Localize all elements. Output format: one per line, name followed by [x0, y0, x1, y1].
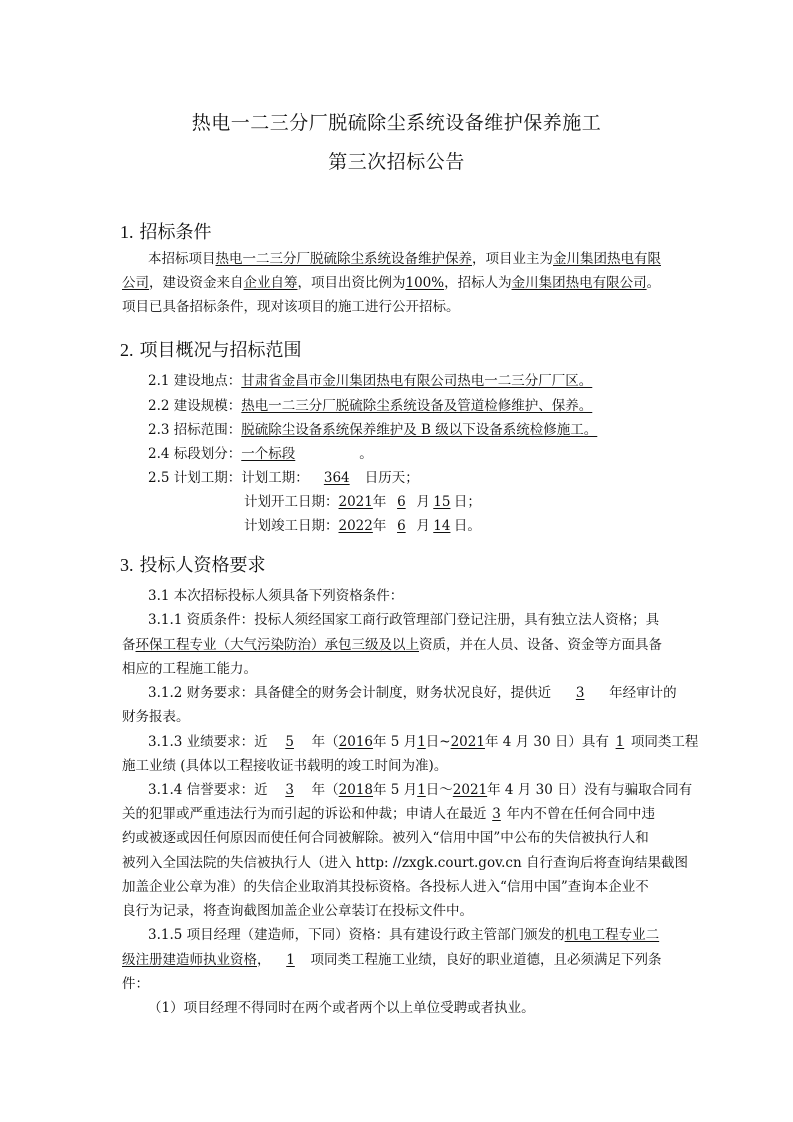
document-title: 热电一二三分厂脱硫除尘系统设备维护保养施工: [191, 112, 602, 134]
manager-requirement-line-1: 3.1.5 项目经理（建造师，下同）资格：具有建设行政主管部门颁发的机电工程专业二: [148, 927, 660, 943]
planned-start-date: 计划开工日期：2021年 6 月 15 日；: [244, 494, 481, 510]
s1-line-1: 本招标项目热电一二三分厂脱硫除尘系统设备维护保养，项目业主为金川集团热电有限: [148, 251, 661, 267]
qualification-3-1-1-line-2: 备环保工程专业（大气污染防治）承包三级及以上资质，并在人员、设备、资金等方面具备: [122, 637, 662, 653]
qualification-intro: 3.1 本次招标投标人须具备下列资格条件：: [148, 588, 404, 604]
financial-requirement-line-2: 财务报表。: [122, 709, 190, 725]
s1-line-3: 项目已具备招标条件，现对该项目的施工进行公开招标。: [122, 299, 460, 315]
performance-requirement-line-2: 施工业绩 (具体以工程接收证书载明的竣工时间为准)。: [122, 758, 448, 774]
performance-requirement-line-1: 3.1.3 业绩要求：近 5 年（2016年 5 月1日~2021年 4 月 30 日）具有 1 项同类工程: [148, 734, 699, 750]
section-3-heading: 3. 投标人资格要求: [120, 555, 266, 576]
credit-requirement-line-2: 关的犯罪或严重违法行为而引起的诉讼和仲裁；申请人在最近 3 年内不曾在任何合同中违: [122, 806, 655, 822]
section-1-heading: 1. 招标条件: [120, 222, 212, 243]
credit-requirement-line-5: 加盖企业公章为准）的失信企业取消其投标资格。各投标人进入“信用中国”查询本企业不: [122, 879, 649, 895]
credit-requirement-line-1: 3.1.4 信誉要求：近 3 年（2018年 5 月1日～2021年 4 月 30 日）没有与骗取合同有: [148, 782, 693, 798]
planned-period: 2.5 计划工期：计划工期： 364 日历天；: [148, 470, 419, 486]
project-name: 热电一二三分厂脱硫除尘系统设备维护保养: [215, 251, 472, 267]
qualification-3-1-1-line-3: 相应的工程施工能力。: [122, 661, 257, 677]
credit-requirement-line-3: 约或被逐或因任何原因而使任何合同被解除。被列入“信用中国”中公布的失信被执行人和: [122, 830, 649, 846]
tender-scope: 2.3 招标范围：脱硫除尘设备系统保养维护及 B 级以下设备系统检修施工。: [148, 422, 598, 438]
owner-name: 金川集团热电有限: [553, 251, 661, 267]
manager-requirement-line-2: 级注册建造师执业资格， 1 项同类工程施工业绩，良好的职业道德，且必须满足下列条: [122, 952, 662, 968]
manager-requirement-line-3: 件：: [122, 976, 149, 992]
manager-condition-1: （1）项目经理不得同时在两个或者两个以上单位受聘或者执业。: [148, 1000, 535, 1016]
fund-ratio: 100%: [405, 275, 445, 291]
lot-division: 2.4 标段划分：一个标段 。: [148, 446, 373, 462]
financial-requirement-line-1: 3.1.2 财务要求：具备健全的财务会计制度，财务状况良好，提供近 3 年经审计的: [148, 685, 677, 701]
s1-line-2: 公司，建设资金来自企业自筹，项目出资比例为100%，招标人为金川集团热电有限公司。: [122, 275, 661, 291]
document-subtitle: 第三次招标公告: [328, 151, 465, 173]
section-2-heading: 2. 项目概况与招标范围: [120, 340, 302, 361]
tenderer-name: 金川集团热电有限公司: [511, 275, 647, 291]
planned-end-date: 计划竣工日期：2022年 6 月 14 日。: [244, 518, 481, 534]
fund-source: 企业自筹: [243, 275, 298, 291]
construction-scale: 2.2 建设规模：热电一二三分厂脱硫除尘系统设备及管道检修维护、保养。: [148, 398, 593, 414]
credit-requirement-line-4: 被列入全国法院的失信被执行人（进入 http: //zxgk.court.gov.cn 自行查询后将查询结果截图: [122, 855, 688, 871]
construction-location: 2.1 建设地点：甘肃省金昌市金川集团热电有限公司热电一二三分厂厂区。: [148, 373, 593, 389]
credit-requirement-line-6: 良行为记录，将查询截图加盖企业公章装订在投标文件中。: [122, 903, 473, 919]
qualification-3-1-1-line-1: 3.1.1 资质条件：投标人须经国家工商行政管理部门登记注册，具有独立法人资格；具: [148, 612, 660, 628]
